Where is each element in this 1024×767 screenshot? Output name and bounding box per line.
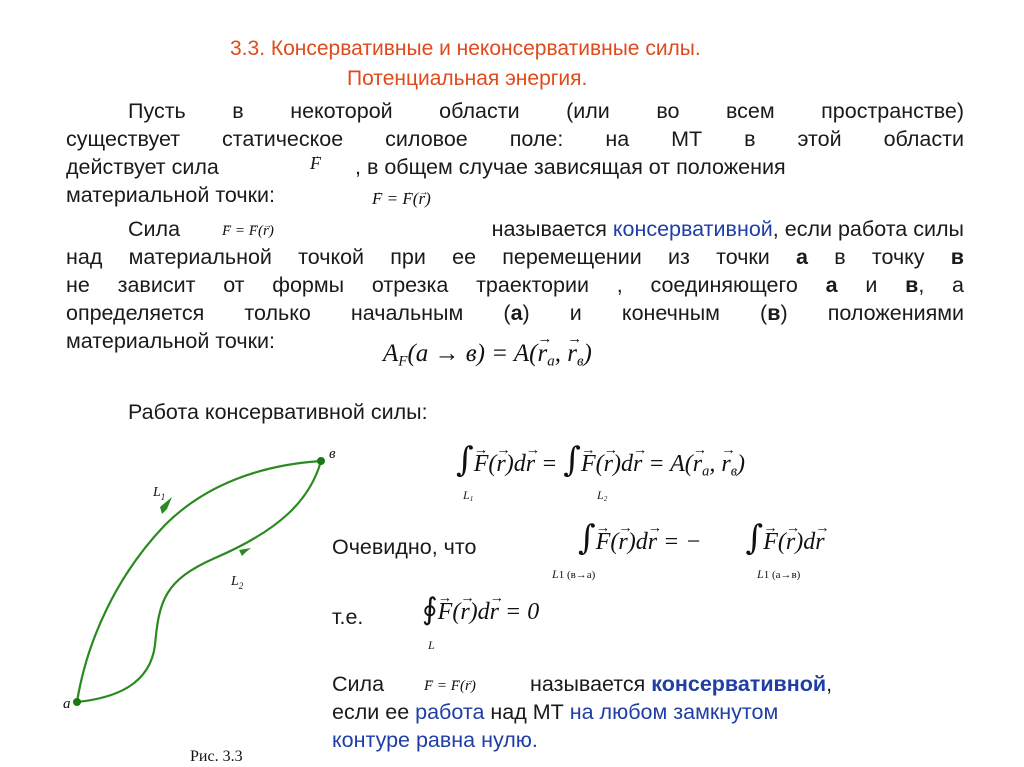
para1-line-3: действует сила → F , в общем случае зависящая от положения <box>66 153 964 181</box>
para1-line-2: существует статическое силовое поле: на МТ в этой области <box>66 127 964 151</box>
limit-L1-va: L1 (в→a) <box>552 567 596 581</box>
conclusion-line-1: Сила → F = → F(→ r) называется консервативной, <box>332 670 952 698</box>
para2-line-2: над материальной точкой при ее перемещении из точки а в точку в <box>66 245 964 269</box>
para2-line-4: определяется только начальным (а) и конечным (в) положениями <box>66 301 965 325</box>
ie-label: т.е. <box>332 605 364 629</box>
force-formula-conclusion: → F = → F(→ r) <box>424 672 476 700</box>
conclusion-line-2: если ее работа над МТ на любом замкнутом <box>332 700 779 724</box>
para2-line-1: Сила → F = → F(→ r) называется консервативной, если работа силы <box>66 215 964 243</box>
para2-line-3: не зависит от формы отрезка траектории , соединяющего а и в, а <box>66 273 964 297</box>
para2-line-5: материальной точки: <box>66 329 275 353</box>
path-L1-curve <box>77 461 321 702</box>
point-a-dot <box>73 698 81 706</box>
path-L2-label: $L_2$ <box>231 574 244 591</box>
limit-L1: $L_1$ <box>463 488 474 504</box>
obviously-label: Очевидно, что <box>332 535 477 559</box>
arrow-L2 <box>239 548 251 556</box>
para1-line-4: материальной точки: → F = → F(→ r) <box>66 181 964 209</box>
conclusion-line-3: контуре равна нулю. <box>332 728 538 752</box>
integral-equality: ∫→ F(→ r)d→ r = ∫→ $F(\to r)d\to r = A(\to r_a$, → $r_в$) <box>456 440 745 480</box>
term-conservative: консервативной <box>612 217 773 241</box>
para1-line-1: Пусть в некоторой области (или во всем пространстве) <box>128 99 964 123</box>
force-formula-inline: → F = → F(→ r) <box>222 217 274 245</box>
force-of-position-formula: → F = → F(→ r) <box>372 185 431 213</box>
path-diagram <box>55 440 345 740</box>
title-line-2: Потенциальная энергия. <box>347 67 588 90</box>
title-line-1: 3.3. Консервативные и неконсервативные силы. <box>230 37 701 60</box>
path-L1-label: $L_1$ <box>153 485 166 502</box>
limit-L1-av: L1 (a→в) <box>757 567 801 581</box>
work-label: Работа консервативной силы: <box>128 400 428 424</box>
figure-caption: Рис. 3.3 <box>190 748 243 765</box>
page-title <box>230 34 701 94</box>
conclusion <box>332 670 952 754</box>
closed-contour-integral: ∮→ F(→ r)d→ r = 0 <box>422 592 539 627</box>
opposite-integrals: ∫→ F(→ r)d→ r = − ∫→ F(→ r)d→ r <box>578 518 825 558</box>
paragraph-1 <box>66 97 964 209</box>
limit-L: L <box>428 638 435 652</box>
term-conservative-bold: консервативной <box>651 672 827 696</box>
paragraph-2 <box>66 215 964 355</box>
point-a-label: а <box>63 696 71 712</box>
work-formula: $A_F(a \to в) = A(\to r_a$, → $r_в$) <box>383 340 592 371</box>
force-vector-inline: → F <box>310 149 321 177</box>
point-b-dot <box>317 457 325 465</box>
point-b-label: в <box>329 446 336 462</box>
limit-L2: $L_2$ <box>597 488 608 504</box>
